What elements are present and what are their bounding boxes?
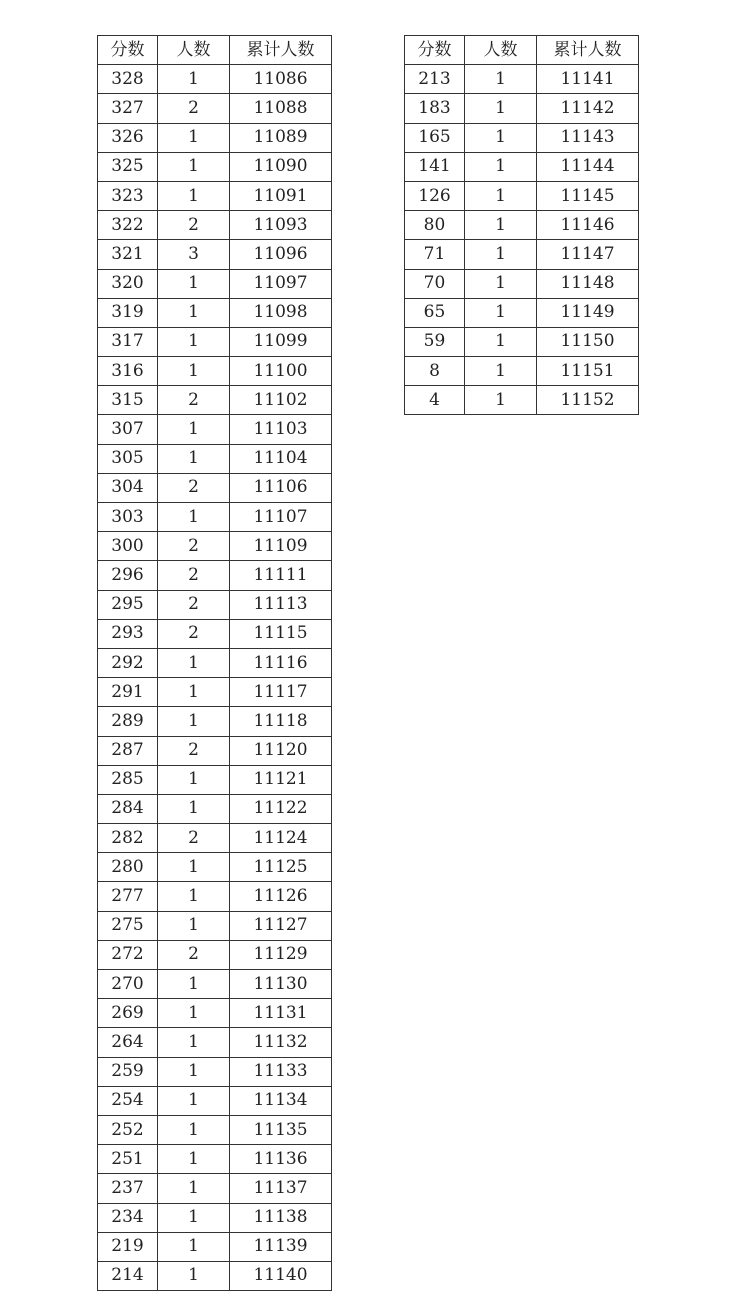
cell-count: 1 — [158, 707, 230, 736]
table-row — [405, 123, 639, 152]
table-row — [98, 1145, 332, 1174]
table-row — [98, 882, 332, 911]
cell-count: 1 — [158, 1115, 230, 1144]
cell-count: 1 — [158, 648, 230, 677]
cell-count: 1 — [158, 415, 230, 444]
cell-cumulative: 11120 — [230, 736, 332, 765]
cell-cumulative: 11136 — [230, 1145, 332, 1174]
table-row — [98, 1174, 332, 1203]
cell-score: 275 — [98, 911, 158, 940]
cell-count: 1 — [465, 269, 537, 298]
header-row — [98, 36, 332, 65]
header-cumulative: 累计人数 — [230, 36, 332, 65]
table-row — [405, 152, 639, 181]
table-row — [98, 181, 332, 210]
cell-cumulative: 11134 — [230, 1086, 332, 1115]
table-row — [98, 940, 332, 969]
cell-score: 214 — [98, 1261, 158, 1290]
cell-score: 296 — [98, 561, 158, 590]
table-row — [98, 1232, 332, 1261]
cell-count: 2 — [158, 940, 230, 969]
table-row — [98, 1115, 332, 1144]
cell-count: 2 — [158, 736, 230, 765]
cell-cumulative: 11122 — [230, 794, 332, 823]
cell-count: 1 — [158, 1261, 230, 1290]
cell-count: 1 — [158, 327, 230, 356]
header-score: 分数 — [405, 36, 465, 65]
cell-cumulative: 11091 — [230, 181, 332, 210]
cell-count: 1 — [158, 357, 230, 386]
cell-count: 2 — [158, 211, 230, 240]
header-row — [405, 36, 639, 65]
cell-count: 1 — [158, 765, 230, 794]
cell-cumulative: 11090 — [230, 152, 332, 181]
table-row — [405, 269, 639, 298]
cell-cumulative: 11111 — [230, 561, 332, 590]
cell-cumulative: 11144 — [537, 152, 639, 181]
table-row — [98, 678, 332, 707]
table-row — [98, 532, 332, 561]
table-row — [405, 181, 639, 210]
table-row — [405, 211, 639, 240]
cell-score: 300 — [98, 532, 158, 561]
cell-cumulative: 11098 — [230, 298, 332, 327]
cell-cumulative: 11093 — [230, 211, 332, 240]
cell-cumulative: 11146 — [537, 211, 639, 240]
cell-count: 1 — [465, 298, 537, 327]
cell-count: 1 — [158, 911, 230, 940]
cell-count: 1 — [158, 1086, 230, 1115]
cell-count: 2 — [158, 473, 230, 502]
cell-score: 289 — [98, 707, 158, 736]
table-row — [98, 65, 332, 94]
cell-count: 1 — [158, 444, 230, 473]
cell-count: 1 — [158, 1203, 230, 1232]
cell-score: 237 — [98, 1174, 158, 1203]
cell-count: 1 — [158, 65, 230, 94]
cell-count: 1 — [465, 65, 537, 94]
cell-cumulative: 11150 — [537, 327, 639, 356]
cell-score: 321 — [98, 240, 158, 269]
cell-count: 2 — [158, 590, 230, 619]
cell-count: 1 — [158, 298, 230, 327]
cell-score: 254 — [98, 1086, 158, 1115]
cell-score: 252 — [98, 1115, 158, 1144]
cell-count: 3 — [158, 240, 230, 269]
table-body — [98, 65, 332, 1291]
cell-score: 80 — [405, 211, 465, 240]
cell-score: 322 — [98, 211, 158, 240]
cell-cumulative: 11149 — [537, 298, 639, 327]
table-row — [98, 444, 332, 473]
cell-score: 307 — [98, 415, 158, 444]
cell-score: 234 — [98, 1203, 158, 1232]
table-row — [405, 386, 639, 415]
cell-score: 319 — [98, 298, 158, 327]
cell-score: 165 — [405, 123, 465, 152]
cell-score: 285 — [98, 765, 158, 794]
cell-score: 327 — [98, 94, 158, 123]
cell-cumulative: 11125 — [230, 853, 332, 882]
table-row — [98, 794, 332, 823]
cell-count: 1 — [158, 123, 230, 152]
cell-count: 1 — [158, 152, 230, 181]
cell-cumulative: 11089 — [230, 123, 332, 152]
cell-cumulative: 11130 — [230, 970, 332, 999]
cell-count: 1 — [465, 123, 537, 152]
cell-score: 315 — [98, 386, 158, 415]
table-row — [405, 298, 639, 327]
table-row — [405, 327, 639, 356]
table-row — [98, 211, 332, 240]
header-count: 人数 — [465, 36, 537, 65]
cell-count: 1 — [158, 999, 230, 1028]
cell-score: 295 — [98, 590, 158, 619]
cell-count: 1 — [158, 181, 230, 210]
cell-score: 219 — [98, 1232, 158, 1261]
cell-score: 303 — [98, 503, 158, 532]
cell-count: 1 — [158, 269, 230, 298]
table-row — [98, 590, 332, 619]
table-row — [98, 123, 332, 152]
cell-cumulative: 11127 — [230, 911, 332, 940]
cell-cumulative: 11133 — [230, 1057, 332, 1086]
cell-count: 1 — [465, 211, 537, 240]
cell-count: 1 — [158, 1174, 230, 1203]
table-row — [98, 1261, 332, 1290]
cell-cumulative: 11129 — [230, 940, 332, 969]
cell-count: 1 — [465, 357, 537, 386]
cell-count: 2 — [158, 94, 230, 123]
cell-cumulative: 11109 — [230, 532, 332, 561]
cell-cumulative: 11131 — [230, 999, 332, 1028]
table-row — [98, 386, 332, 415]
table-body — [405, 65, 639, 415]
cell-cumulative: 11151 — [537, 357, 639, 386]
cell-cumulative: 11097 — [230, 269, 332, 298]
table-row — [98, 503, 332, 532]
cell-count: 2 — [158, 532, 230, 561]
cell-score: 291 — [98, 678, 158, 707]
cell-cumulative: 11145 — [537, 181, 639, 210]
score-table-left — [97, 35, 332, 1291]
table-row — [98, 736, 332, 765]
table-row — [98, 765, 332, 794]
cell-cumulative: 11147 — [537, 240, 639, 269]
cell-score: 65 — [405, 298, 465, 327]
table-row — [98, 327, 332, 356]
cell-score: 323 — [98, 181, 158, 210]
cell-cumulative: 11143 — [537, 123, 639, 152]
cell-cumulative: 11088 — [230, 94, 332, 123]
table-row — [98, 415, 332, 444]
cell-score: 259 — [98, 1057, 158, 1086]
table-row — [98, 152, 332, 181]
cell-cumulative: 11096 — [230, 240, 332, 269]
cell-count: 2 — [158, 386, 230, 415]
cell-cumulative: 11126 — [230, 882, 332, 911]
cell-cumulative: 11135 — [230, 1115, 332, 1144]
cell-score: 280 — [98, 853, 158, 882]
table-row — [98, 473, 332, 502]
cell-score: 4 — [405, 386, 465, 415]
table-row — [98, 911, 332, 940]
cell-cumulative: 11086 — [230, 65, 332, 94]
cell-score: 270 — [98, 970, 158, 999]
cell-cumulative: 11139 — [230, 1232, 332, 1261]
table-row — [98, 561, 332, 590]
cell-cumulative: 11121 — [230, 765, 332, 794]
cell-cumulative: 11107 — [230, 503, 332, 532]
table-row — [98, 824, 332, 853]
header-cumulative: 累计人数 — [537, 36, 639, 65]
cell-score: 59 — [405, 327, 465, 356]
cell-count: 1 — [465, 152, 537, 181]
cell-cumulative: 11116 — [230, 648, 332, 677]
cell-score: 126 — [405, 181, 465, 210]
cell-count: 1 — [158, 678, 230, 707]
cell-score: 320 — [98, 269, 158, 298]
cell-cumulative: 11118 — [230, 707, 332, 736]
table-row — [405, 357, 639, 386]
table-row — [98, 1086, 332, 1115]
table-row — [98, 1203, 332, 1232]
cell-cumulative: 11113 — [230, 590, 332, 619]
cell-score: 284 — [98, 794, 158, 823]
table-row — [98, 999, 332, 1028]
cell-score: 328 — [98, 65, 158, 94]
cell-count: 1 — [158, 970, 230, 999]
cell-cumulative: 11104 — [230, 444, 332, 473]
cell-cumulative: 11099 — [230, 327, 332, 356]
cell-score: 277 — [98, 882, 158, 911]
cell-score: 269 — [98, 999, 158, 1028]
cell-count: 1 — [465, 181, 537, 210]
cell-score: 316 — [98, 357, 158, 386]
cell-cumulative: 11117 — [230, 678, 332, 707]
cell-score: 264 — [98, 1028, 158, 1057]
cell-count: 1 — [465, 240, 537, 269]
cell-score: 71 — [405, 240, 465, 269]
cell-count: 1 — [158, 1145, 230, 1174]
table-row — [98, 1028, 332, 1057]
cell-score: 70 — [405, 269, 465, 298]
table-row — [98, 853, 332, 882]
cell-score: 8 — [405, 357, 465, 386]
cell-count: 1 — [465, 386, 537, 415]
cell-cumulative: 11100 — [230, 357, 332, 386]
cell-count: 1 — [158, 853, 230, 882]
cell-cumulative: 11148 — [537, 269, 639, 298]
table-row — [98, 707, 332, 736]
cell-score: 326 — [98, 123, 158, 152]
header-count: 人数 — [158, 36, 230, 65]
cell-cumulative: 11152 — [537, 386, 639, 415]
cell-score: 287 — [98, 736, 158, 765]
cell-score: 213 — [405, 65, 465, 94]
cell-cumulative: 11138 — [230, 1203, 332, 1232]
cell-count: 2 — [158, 619, 230, 648]
cell-score: 325 — [98, 152, 158, 181]
table-row — [98, 619, 332, 648]
cell-cumulative: 11103 — [230, 415, 332, 444]
cell-score: 317 — [98, 327, 158, 356]
cell-cumulative: 11106 — [230, 473, 332, 502]
table-row — [98, 357, 332, 386]
cell-score: 272 — [98, 940, 158, 969]
cell-cumulative: 11115 — [230, 619, 332, 648]
table-row — [98, 94, 332, 123]
table-row — [98, 240, 332, 269]
cell-score: 141 — [405, 152, 465, 181]
cell-count: 1 — [158, 503, 230, 532]
cell-count: 1 — [158, 794, 230, 823]
cell-cumulative: 11141 — [537, 65, 639, 94]
cell-cumulative: 11124 — [230, 824, 332, 853]
cell-score: 251 — [98, 1145, 158, 1174]
cell-score: 183 — [405, 94, 465, 123]
table-row — [98, 269, 332, 298]
cell-count: 1 — [158, 1028, 230, 1057]
cell-count: 1 — [158, 1057, 230, 1086]
cell-score: 305 — [98, 444, 158, 473]
cell-score: 293 — [98, 619, 158, 648]
table-row — [405, 94, 639, 123]
cell-cumulative: 11132 — [230, 1028, 332, 1057]
cell-count: 2 — [158, 824, 230, 853]
table-row — [405, 240, 639, 269]
cell-count: 1 — [158, 882, 230, 911]
header-score: 分数 — [98, 36, 158, 65]
cell-count: 1 — [465, 94, 537, 123]
table-row — [405, 65, 639, 94]
cell-cumulative: 11102 — [230, 386, 332, 415]
table-row — [98, 1057, 332, 1086]
score-table-right — [404, 35, 639, 415]
cell-score: 282 — [98, 824, 158, 853]
cell-cumulative: 11137 — [230, 1174, 332, 1203]
table-row — [98, 648, 332, 677]
cell-score: 304 — [98, 473, 158, 502]
table-row — [98, 970, 332, 999]
table-row — [98, 298, 332, 327]
cell-count: 1 — [465, 327, 537, 356]
cell-count: 2 — [158, 561, 230, 590]
cell-cumulative: 11140 — [230, 1261, 332, 1290]
cell-cumulative: 11142 — [537, 94, 639, 123]
cell-score: 292 — [98, 648, 158, 677]
cell-count: 1 — [158, 1232, 230, 1261]
